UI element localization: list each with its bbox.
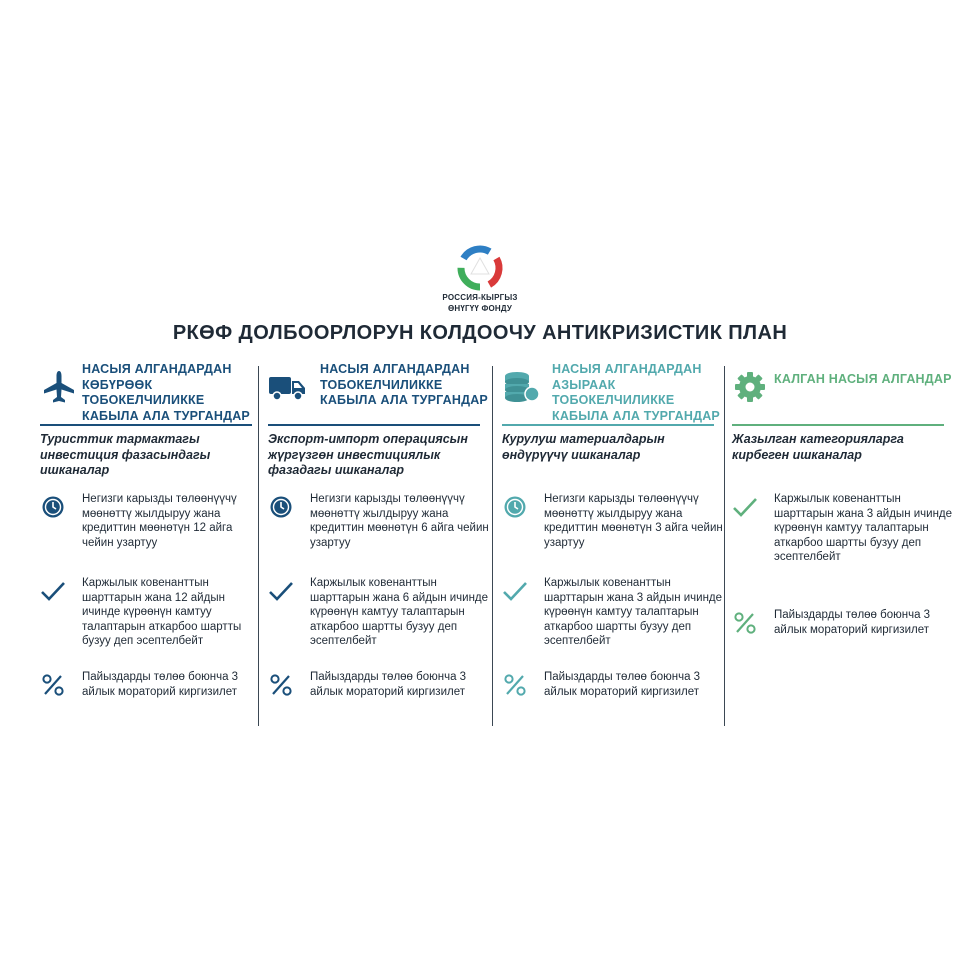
percent-icon <box>732 610 758 636</box>
checkmark-icon <box>40 578 66 604</box>
gear-icon <box>732 368 770 406</box>
checkmark-icon <box>502 578 528 604</box>
truck-icon <box>268 368 306 406</box>
clock-icon <box>502 494 528 520</box>
column-heading: НАСЫЯ АЛГАНДАРДАН ТОБОКЕЛЧИЛИККЕ КАБЫЛА АЛА ТУРГАНДАР <box>320 362 488 407</box>
column-subtitle: Курулуш материалдарын өндүрүүчү ишканалар <box>502 432 665 462</box>
page-title: РКӨФ ДОЛБООРЛОРУН КОЛДООЧУ АНТИКРИЗИСТИК ПЛАН <box>172 322 788 344</box>
column-divider <box>492 366 493 726</box>
item-text: Каржылык ковенанттын шарттарын жана 12 айдын ичинде күрөөнүн камтуу талаптарын аткарбоо шартты бузуу деп эсептелбейт <box>82 577 242 648</box>
item-text: Каржылык ковенанттын шарттарын жана 6 айдын ичинде күрөөнүн камтуу талаптарын аткарбоо шартты бузуу деп эсептелбейт <box>310 577 489 648</box>
column-high-risk <box>40 362 252 732</box>
column-subtitle: Туристтик тармактагы инвестиция фазасындагы ишканалар <box>40 432 211 477</box>
column-heading: НАСЫЯ АЛГАНДАРДАН АЗЫРААК ТОБОКЕЛЧИЛИККЕ КАБЫЛА АЛА ТУРГАНДАР <box>552 362 720 423</box>
column-subtitle: Экспорт-импорт операциясын жүргүзгөн инвестициялык фазадагы ишканалар <box>268 432 468 477</box>
coins-stack-icon <box>502 368 540 406</box>
checkmark-icon <box>732 494 758 520</box>
percent-icon <box>268 672 294 698</box>
logo-text <box>400 292 560 314</box>
item-text: Пайыздарды төлөө боюнча 3 айлык мораторий киргизилет <box>544 671 701 698</box>
column-header <box>502 362 722 424</box>
item-text: Пайыздарды төлөө боюнча 3 айлык мораторий киргизилет <box>82 671 239 698</box>
heading-underline <box>268 424 480 426</box>
checkmark-icon <box>268 578 294 604</box>
fund-logo <box>452 244 508 292</box>
column-low-risk <box>502 362 723 732</box>
item-text: Негизги карызды төлөөнүүчү мөөнөттү жылдыруу жана кредиттин мөөнөтүн 12 айга чейин узартуу <box>82 493 237 549</box>
item-text: Каржылык ковенанттын шарттарын жана 3 айдын ичинде күрөөнүн камтуу талаптарын аткарбоо шартты бузуу деп эсептелбейт <box>544 577 723 648</box>
item-text: Пайыздарды төлөө боюнча 3 айлык мораторий киргизилет <box>310 671 467 698</box>
column-other <box>732 362 953 732</box>
percent-icon <box>40 672 66 698</box>
column-medium-risk <box>268 362 489 732</box>
heading-underline <box>732 424 944 426</box>
item-text: Негизги карызды төлөөнүүчү мөөнөттү жылдыруу жана кредиттин мөөнөтүн 3 айга чейин узартуу <box>544 493 723 549</box>
heading-underline <box>40 424 252 426</box>
column-header <box>732 362 952 424</box>
heading-underline <box>502 424 714 426</box>
item-text: Каржылык ковенанттын шарттарын жана 3 айдын ичинде күрөөнүн камтуу талаптарын аткарбоо шартты бузуу деп эсептелбейт <box>774 493 953 564</box>
item-text: Пайыздарды төлөө боюнча 3 айлык мораторий киргизилет <box>774 609 931 636</box>
item-text: Негизги карызды төлөөнүүчү мөөнөттү жылдыруу жана кредиттин мөөнөтүн 6 айга чейин узартуу <box>310 493 489 549</box>
clock-icon <box>40 494 66 520</box>
column-heading: КАЛГАН НАСЫЯ АЛГАНДАР <box>774 372 952 386</box>
airplane-icon <box>40 368 78 406</box>
clock-icon <box>268 494 294 520</box>
column-divider <box>724 366 725 726</box>
column-heading: НАСЫЯ АЛГАНДАРДАН КӨБҮРӨӨК ТОБОКЕЛЧИЛИККЕ КАБЫЛА АЛА ТУРГАНДАР <box>82 362 250 423</box>
column-header <box>40 362 260 424</box>
logo-line-1: РОССИЯ-КЫРГЫЗ <box>442 293 518 302</box>
column-subtitle: Жазылган категорияларга кирбеген ишканалар <box>732 432 904 462</box>
column-header <box>268 362 488 424</box>
percent-icon <box>502 672 528 698</box>
logo-line-2: ӨНҮГҮҮ ФОНДУ <box>447 304 513 313</box>
